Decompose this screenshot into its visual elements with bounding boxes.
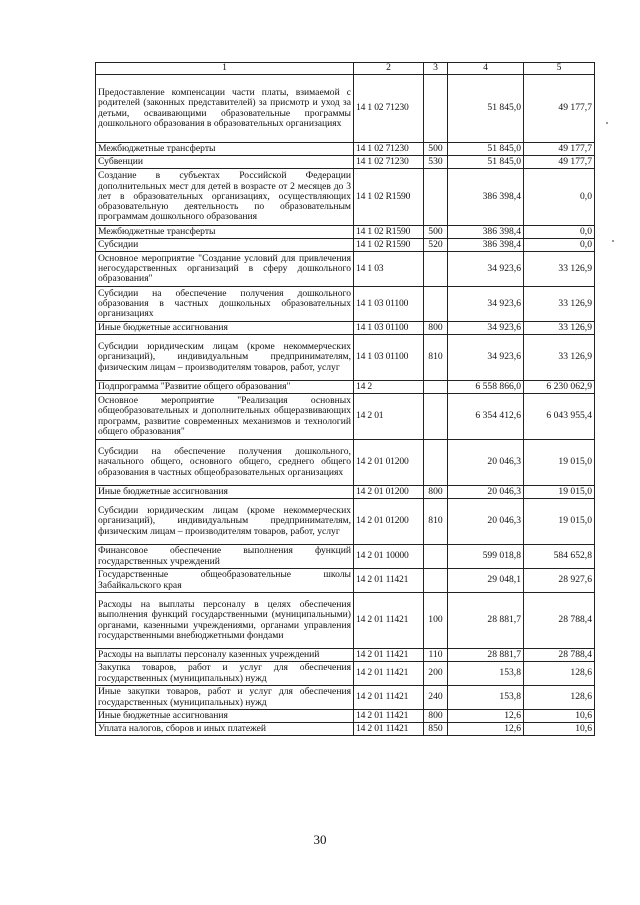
row-value-col5-cell: 28 788,4 — [524, 649, 595, 662]
row-value-col4-cell: 20 046,3 — [448, 499, 524, 545]
row-name-cell: Основное мероприятие "Создание условий для привлечения негосударственных организаций в сферу дошкольного образования" — [96, 252, 354, 287]
row-expense-type-cell — [424, 394, 448, 440]
row-code-cell: 14 1 03 01100 — [354, 322, 424, 335]
row-expense-type-cell: 810 — [424, 499, 448, 545]
row-code-cell: 14 1 03 01100 — [354, 287, 424, 322]
row-value-col4-cell: 6 354 412,6 — [448, 394, 524, 440]
row-name-cell: Субвенции — [96, 156, 354, 169]
row-code-cell: 14 2 01 10000 — [354, 545, 424, 569]
table-body — [96, 75, 595, 736]
table-row — [96, 486, 595, 499]
row-code-cell: 14 1 02 R1590 — [354, 239, 424, 252]
row-expense-type-cell: 100 — [424, 593, 448, 649]
row-name-cell: Уплата налогов, сборов и иных платежей — [96, 723, 354, 736]
row-expense-type-cell: 800 — [424, 322, 448, 335]
row-value-col5-cell: 0,0 — [524, 226, 595, 239]
row-expense-type-cell: 800 — [424, 486, 448, 499]
row-value-col5-cell: 49 177,7 — [524, 75, 595, 143]
row-name-cell: Расходы на выплаты персоналу казенных учреждений — [96, 649, 354, 662]
row-code-cell: 14 2 01 11421 — [354, 723, 424, 736]
row-expense-type-cell: 530 — [424, 156, 448, 169]
row-expense-type-cell — [424, 252, 448, 287]
row-value-col4-cell: 12,6 — [448, 723, 524, 736]
row-name-cell: Субсидии юридическим лицам (кроме некоммерческих организаций), индивидуальным предпринимателям, физическим лицам – производителям товаров, работ, услуг — [96, 335, 354, 381]
row-value-col5-cell: 33 126,9 — [524, 252, 595, 287]
row-name-cell: Субсидии на обеспечение получения дошкольного образования в частных дошкольных образовательных организациях — [96, 287, 354, 322]
table-row — [96, 156, 595, 169]
row-value-col5-cell: 584 652,8 — [524, 545, 595, 569]
row-value-col4-cell: 20 046,3 — [448, 440, 524, 486]
row-value-col4-cell: 153,8 — [448, 662, 524, 686]
row-code-cell: 14 1 02 71230 — [354, 143, 424, 156]
row-expense-type-cell — [424, 440, 448, 486]
row-code-cell: 14 2 — [354, 381, 424, 394]
row-code-cell: 14 1 03 01100 — [354, 335, 424, 381]
row-code-cell: 14 1 02 71230 — [354, 156, 424, 169]
table-row — [96, 593, 595, 649]
row-expense-type-cell: 500 — [424, 226, 448, 239]
row-expense-type-cell — [424, 287, 448, 322]
row-value-col5-cell: 6 230 062,9 — [524, 381, 595, 394]
row-code-cell: 14 2 01 11421 — [354, 569, 424, 593]
table-row — [96, 143, 595, 156]
row-value-col4-cell: 51 845,0 — [448, 75, 524, 143]
table-row — [96, 649, 595, 662]
row-value-col5-cell: 0,0 — [524, 169, 595, 226]
row-expense-type-cell: 200 — [424, 662, 448, 686]
row-name-cell: Межбюджетные трансферты — [96, 143, 354, 156]
row-code-cell: 14 1 02 R1590 — [354, 226, 424, 239]
row-value-col4-cell: 51 845,0 — [448, 143, 524, 156]
row-value-col5-cell: 33 126,9 — [524, 322, 595, 335]
table-row — [96, 169, 595, 226]
header-cell-5: 5 — [524, 63, 595, 75]
row-value-col4-cell: 386 398,4 — [448, 226, 524, 239]
row-code-cell: 14 2 01 11421 — [354, 649, 424, 662]
row-value-col5-cell: 19 015,0 — [524, 486, 595, 499]
header-cell-4: 4 — [448, 63, 524, 75]
table-row — [96, 662, 595, 686]
row-name-cell: Закупка товаров, работ и услуг для обеспечения государственных (муниципальных) нужд — [96, 662, 354, 686]
row-value-col5-cell: 33 126,9 — [524, 335, 595, 381]
row-value-col4-cell: 20 046,3 — [448, 486, 524, 499]
row-code-cell: 14 2 01 01200 — [354, 440, 424, 486]
row-value-col5-cell: 10,6 — [524, 710, 595, 723]
row-code-cell: 14 2 01 11421 — [354, 686, 424, 710]
row-value-col4-cell: 6 558 866,0 — [448, 381, 524, 394]
row-name-cell: Иные бюджетные ассигнования — [96, 322, 354, 335]
row-value-col5-cell: 10,6 — [524, 723, 595, 736]
row-name-cell: Иные закупки товаров, работ и услуг для обеспечения государственных (муниципальных) нужд — [96, 686, 354, 710]
row-name-cell: Основное мероприятие "Реализация основных общеобразовательных и дополнительных общеразвивающих программ, развитие современных механизмов и технологий общего образования" — [96, 394, 354, 440]
row-value-col5-cell: 128,6 — [524, 662, 595, 686]
row-expense-type-cell — [424, 545, 448, 569]
table-row — [96, 287, 595, 322]
row-value-col4-cell: 28 881,7 — [448, 593, 524, 649]
row-code-cell: 14 1 02 R1590 — [354, 169, 424, 226]
row-value-col4-cell: 34 923,6 — [448, 322, 524, 335]
row-value-col4-cell: 29 048,1 — [448, 569, 524, 593]
table-row — [96, 723, 595, 736]
row-value-col5-cell: 128,6 — [524, 686, 595, 710]
row-name-cell: Межбюджетные трансферты — [96, 226, 354, 239]
header-cell-1: 1 — [96, 63, 354, 75]
table-row — [96, 686, 595, 710]
row-expense-type-cell — [424, 169, 448, 226]
row-expense-type-cell: 850 — [424, 723, 448, 736]
scan-speck — [606, 122, 608, 124]
row-value-col5-cell: 6 043 955,4 — [524, 394, 595, 440]
header-cell-2: 2 — [354, 63, 424, 75]
row-value-col4-cell: 153,8 — [448, 686, 524, 710]
row-name-cell: Подпрограмма "Развитие общего образования" — [96, 381, 354, 394]
row-value-col5-cell: 28 788,4 — [524, 593, 595, 649]
row-name-cell: Иные бюджетные ассигнования — [96, 710, 354, 723]
table-row — [96, 252, 595, 287]
row-value-col4-cell: 386 398,4 — [448, 169, 524, 226]
row-expense-type-cell: 240 — [424, 686, 448, 710]
table-row — [96, 226, 595, 239]
row-value-col5-cell: 0,0 — [524, 239, 595, 252]
header-cell-3: 3 — [424, 63, 448, 75]
row-expense-type-cell: 520 — [424, 239, 448, 252]
row-value-col5-cell: 19 015,0 — [524, 499, 595, 545]
scan-speck — [612, 240, 614, 242]
table-row — [96, 381, 595, 394]
row-name-cell: Предоставление компенсации части платы, взимаемой с родителей (законных представителей) за присмотр и уход за детьми, осваивающими образовательные программы дошкольного образования в образовательных организациях — [96, 75, 354, 143]
table-row — [96, 75, 595, 143]
row-value-col4-cell: 34 923,6 — [448, 335, 524, 381]
row-name-cell: Субсидии — [96, 239, 354, 252]
row-value-col5-cell: 33 126,9 — [524, 287, 595, 322]
row-value-col4-cell: 34 923,6 — [448, 252, 524, 287]
row-code-cell: 14 1 03 — [354, 252, 424, 287]
row-name-cell: Государственные общеобразовательные школы Забайкальского края — [96, 569, 354, 593]
table-row — [96, 322, 595, 335]
row-expense-type-cell — [424, 381, 448, 394]
row-value-col4-cell: 12,6 — [448, 710, 524, 723]
row-name-cell: Создание в субъектах Российской Федерации дополнительных мест для детей в возрасте от 2 месяцев до 3 лет в образовательных организациях, осуществляющих образовательную деятельность по образовательным программам дошкольного образования — [96, 169, 354, 226]
page-number: 30 — [313, 832, 327, 847]
row-value-col4-cell: 28 881,7 — [448, 649, 524, 662]
row-value-col4-cell: 51 845,0 — [448, 156, 524, 169]
row-expense-type-cell: 810 — [424, 335, 448, 381]
row-code-cell: 14 2 01 — [354, 394, 424, 440]
row-name-cell: Иные бюджетные ассигнования — [96, 486, 354, 499]
row-code-cell: 14 1 02 71230 — [354, 75, 424, 143]
row-expense-type-cell — [424, 569, 448, 593]
row-value-col5-cell: 28 927,6 — [524, 569, 595, 593]
table-row — [96, 710, 595, 723]
table-row — [96, 440, 595, 486]
row-value-col5-cell: 49 177,7 — [524, 156, 595, 169]
row-code-cell: 14 2 01 11421 — [354, 662, 424, 686]
row-expense-type-cell: 500 — [424, 143, 448, 156]
row-value-col5-cell: 49 177,7 — [524, 143, 595, 156]
header-row — [96, 63, 595, 75]
row-code-cell: 14 2 01 11421 — [354, 710, 424, 723]
budget-table — [95, 62, 595, 736]
row-name-cell: Финансовое обеспечение выполнения функций государственных учреждений — [96, 545, 354, 569]
row-name-cell: Субсидии юридическим лицам (кроме некоммерческих организаций), индивидуальным предпринимателям, физическим лицам – производителям товаров, работ, услуг — [96, 499, 354, 545]
row-value-col5-cell: 19 015,0 — [524, 440, 595, 486]
table-row — [96, 394, 595, 440]
row-code-cell: 14 2 01 01200 — [354, 486, 424, 499]
table-row — [96, 545, 595, 569]
row-value-col4-cell: 34 923,6 — [448, 287, 524, 322]
row-name-cell: Субсидии на обеспечение получения дошкольного, начального общего, основного общего, среднего общего образования в частных общеобразовательных организациях — [96, 440, 354, 486]
table-row — [96, 335, 595, 381]
table-row — [96, 569, 595, 593]
row-value-col4-cell: 599 018,8 — [448, 545, 524, 569]
row-expense-type-cell: 800 — [424, 710, 448, 723]
row-value-col4-cell: 386 398,4 — [448, 239, 524, 252]
row-code-cell: 14 2 01 11421 — [354, 593, 424, 649]
table-row — [96, 499, 595, 545]
row-expense-type-cell — [424, 75, 448, 143]
row-expense-type-cell: 110 — [424, 649, 448, 662]
row-name-cell: Расходы на выплаты персоналу в целях обеспечения выполнения функций государственными (муниципальными) органами, казенными учреждениями, органами управления государственными внебюджетными фондами — [96, 593, 354, 649]
row-code-cell: 14 2 01 01200 — [354, 499, 424, 545]
table-row — [96, 239, 595, 252]
